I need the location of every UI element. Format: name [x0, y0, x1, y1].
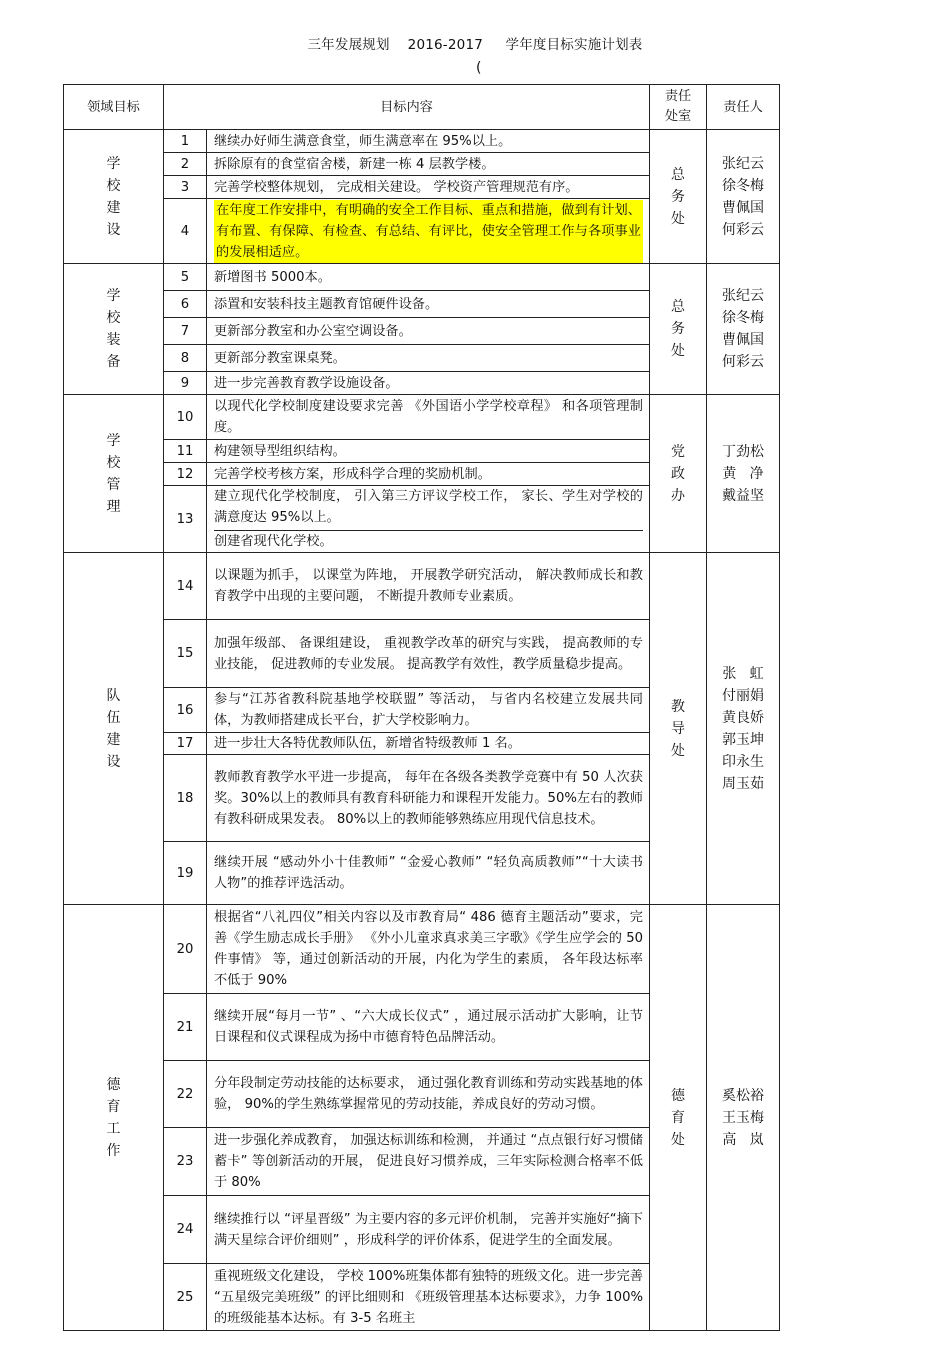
row-content: [207, 264, 650, 291]
row-number: 1: [164, 130, 207, 153]
header-person: 责任人: [707, 85, 780, 130]
row-content: [207, 291, 650, 318]
row-content: [207, 372, 650, 395]
row-number: 5: [164, 264, 207, 291]
row-text: 以课题为抓手， 以课堂为阵地， 开展教学研究活动， 解决教师成长和教育教学中出现的主要问题， 不断提升教师专业素质。: [214, 568, 643, 604]
row-text: 参与“江苏省教科院基地学校联盟” 等活动， 与省内名校建立发展共同体，为教师搭建成长平台，扩大学校影响力。: [214, 692, 643, 728]
table-row: [64, 553, 780, 620]
row-number: 21: [164, 994, 207, 1061]
row-content: [207, 318, 650, 345]
row-text: 以现代化学校制度建设要求完善 《外国语小学学校章程》 和各项管理制度。: [214, 399, 643, 435]
row-content: [207, 994, 650, 1061]
row-content: [207, 199, 650, 264]
row-number: 24: [164, 1196, 207, 1264]
row-text: 教师教育教学水平进一步提高， 每年在各级各类教学竞赛中有 50 人次获奖。30%以上的教师具有教育科研能力和课程开发能力。50%左右的教师有教科研成果发表。 80%以上的教师能够熟练应用现代信息技术。: [214, 769, 643, 827]
document-title: 三年发展规划 2016-2017 学年度目标实施计划表: [307, 37, 643, 53]
row-text: 完善学校考核方案，形成科学合理的奖励机制。: [214, 466, 491, 482]
person-name: 戴益坚: [722, 487, 764, 504]
row-content: [207, 440, 650, 463]
office-label: 总务处: [670, 299, 685, 359]
row-number: 22: [164, 1061, 207, 1128]
person-name: 奚松裕: [722, 1087, 764, 1104]
domain-cell: [64, 553, 164, 905]
office-cell: [650, 395, 707, 553]
row-number: 14: [164, 553, 207, 620]
domain-label: 队伍建设: [106, 687, 121, 770]
person-name: 王玉梅: [722, 1109, 764, 1126]
row-text: 分年段制定劳动技能的达标要求， 通过强化教育训练和劳动实践基地的体验， 90%的学生熟练掌握常见的劳动技能，养成良好的劳动习惯。: [214, 1076, 643, 1112]
row-content: [207, 842, 650, 905]
office-cell: [650, 130, 707, 264]
row-content: [207, 486, 650, 553]
row-content: [207, 153, 650, 176]
person-name: 张纪云: [722, 288, 764, 304]
person-cell: [707, 905, 780, 1331]
row-text: 完善学校整体规划， 完成相关建设。 学校资产管理规范有序。: [214, 179, 579, 195]
row-number: 15: [164, 620, 207, 688]
row-text: 进一步完善教育教学设施设备。: [214, 375, 399, 391]
person-name: 丁劲松: [722, 443, 764, 460]
row-number: 12: [164, 463, 207, 486]
row-text: 继续开展“每月一节” 、“六大成长仪式” ，通过展示活动扩大影响，让节日课程和仪式课程成为扬中市德育特色品牌活动。: [214, 1009, 643, 1045]
table-row: [64, 264, 780, 291]
row-content: [207, 688, 650, 733]
row-text: 重视班级文化建设， 学校 100%班集体都有独特的班级文化。进一步完善 “五星级完美班级” 的评比细则和 《班级管理基本达标要求》，力争 100%的班级能基本达标。有 3-5 名班主: [214, 1268, 643, 1326]
row-number: 3: [164, 176, 207, 199]
person-name: 印永生: [722, 753, 764, 770]
row-text: 在年度工作安排中，有明确的安全工作目标、重点和措施，做到有计划、有布置、有保障、有检查、有总结、有评比，使安全管理工作与各项事业的发展相适应。: [214, 200, 643, 263]
row-text: 构建领导型组织结构。: [214, 443, 346, 459]
office-cell: [650, 553, 707, 905]
header-domain: 领域目标: [64, 85, 164, 130]
person-name: 周玉茹: [722, 775, 764, 792]
row-text: 更新部分教室和办公室空调设备。: [214, 323, 412, 339]
person-name: 付丽娟: [722, 687, 764, 704]
row-number: 9: [164, 372, 207, 395]
table-row: [64, 905, 780, 994]
header-office: 责任 处室: [650, 85, 707, 130]
office-cell: [650, 905, 707, 1331]
person-name: 徐冬梅: [722, 310, 764, 326]
row-text: 进一步壮大各特优教师队伍，新增省特级教师 1 名。: [214, 736, 521, 751]
row-text: 继续办好师生满意食堂，师生满意率在 95%以上。: [214, 133, 512, 149]
row-text: 建立现代化学校制度， 引入第三方评议学校工作， 家长、学生对学校的满意度达 95%以上。: [214, 486, 643, 531]
row-number: 16: [164, 688, 207, 733]
office-label: 教导处: [670, 698, 685, 759]
row-number: 23: [164, 1128, 207, 1196]
row-text: 添置和安装科技主题教育馆硬件设备。: [214, 296, 439, 312]
row-text: 拆除原有的食堂宿舍楼，新建一栋 4 层教学楼。: [214, 156, 495, 172]
row-content: [207, 1264, 650, 1331]
row-number: 13: [164, 486, 207, 553]
row-text: 继续开展 “感动外小十佳教师” “金爱心教师” “轻负高质教师”“十大读书人物”的推荐评选活动。: [214, 855, 643, 891]
open-paren: (: [476, 60, 482, 76]
person-name: 曹佩国: [722, 332, 764, 348]
person-name: 高 岚: [722, 1131, 764, 1148]
row-number: 8: [164, 345, 207, 372]
row-number: 18: [164, 755, 207, 842]
row-number: 6: [164, 291, 207, 318]
header-row: [64, 85, 780, 130]
row-number: 25: [164, 1264, 207, 1331]
row-text: 继续推行以 “评星晋级” 为主要内容的多元评价机制， 完善并实施好“摘下满天星综合评价细则” ，形成科学的评价体系，促进学生的全面发展。: [214, 1211, 643, 1248]
person-cell: [707, 395, 780, 553]
row-number: 7: [164, 318, 207, 345]
office-cell: [650, 264, 707, 395]
domain-cell: [64, 130, 164, 264]
row-text: 新增图书 5000本。: [214, 269, 331, 285]
table-row: [64, 130, 780, 153]
row-content: [207, 1196, 650, 1264]
row-extra-text: 创建省现代化学校。: [214, 534, 333, 549]
row-content: [207, 1061, 650, 1128]
row-content: [207, 905, 650, 994]
domain-label: 学校建设: [106, 155, 121, 238]
domain-label: 学校管理: [106, 432, 121, 515]
domain-cell: [64, 395, 164, 553]
person-name: 张 虹: [722, 665, 764, 682]
row-content: [207, 1128, 650, 1196]
person-name: 曹佩国: [722, 199, 764, 216]
person-name: 徐冬梅: [722, 177, 764, 194]
row-text: 进一步强化养成教育， 加强达标训练和检测， 并通过 “点点银行好习惯储蓄卡” 等创新活动的开展， 促进良好习惯养成，三年实际检测合格率不低于 80%: [214, 1133, 643, 1190]
row-content: [207, 345, 650, 372]
person-name: 何彩云: [722, 221, 764, 238]
row-content: [207, 395, 650, 440]
table-row: [64, 395, 780, 440]
plan-table: [63, 84, 780, 1331]
row-content: [207, 755, 650, 842]
row-text: 更新部分教室课桌凳。: [214, 350, 346, 366]
row-content: [207, 130, 650, 153]
row-text: 加强年级部、 备课组建设， 重视教学改革的研究与实践， 提高教师的专业技能， 促进教师的专业发展。 提高教学有效性，教学质量稳步提高。: [214, 635, 643, 672]
header-content: 目标内容: [164, 85, 650, 130]
person-name: 何彩云: [722, 354, 764, 370]
row-content: [207, 463, 650, 486]
row-content: [207, 553, 650, 620]
office-label: 总务处: [670, 166, 685, 227]
person-cell: [707, 130, 780, 264]
row-content: [207, 620, 650, 688]
row-content: [207, 733, 650, 755]
domain-label: 德育工作: [106, 1076, 121, 1159]
domain-label: 学校装备: [106, 288, 121, 370]
row-text: 根据省“八礼四仪”相关内容以及市教育局“ 486 德育主题活动”要求，完善《学生励志成长手册》 《外小儿童求真求美三字歌》《学生应学会的 50 件事情》 等，通过创新活动的开展，内化为学生的素质， 各年段达标率不低于 90%: [214, 910, 643, 988]
office-label: 德育处: [670, 1087, 685, 1148]
person-name: 郭玉坤: [722, 731, 764, 748]
office-label: 党政办: [670, 443, 685, 504]
row-number: 20: [164, 905, 207, 994]
row-number: 4: [164, 199, 207, 264]
row-number: 10: [164, 395, 207, 440]
person-name: 张纪云: [722, 155, 764, 172]
person-cell: [707, 553, 780, 905]
domain-cell: [64, 264, 164, 395]
row-number: 2: [164, 153, 207, 176]
row-content: [207, 176, 650, 199]
person-name: 黄良娇: [722, 709, 764, 726]
person-name: 黄 净: [722, 465, 764, 482]
person-cell: [707, 264, 780, 395]
row-number: 19: [164, 842, 207, 905]
domain-cell: [64, 905, 164, 1331]
row-number: 17: [164, 733, 207, 755]
row-number: 11: [164, 440, 207, 463]
